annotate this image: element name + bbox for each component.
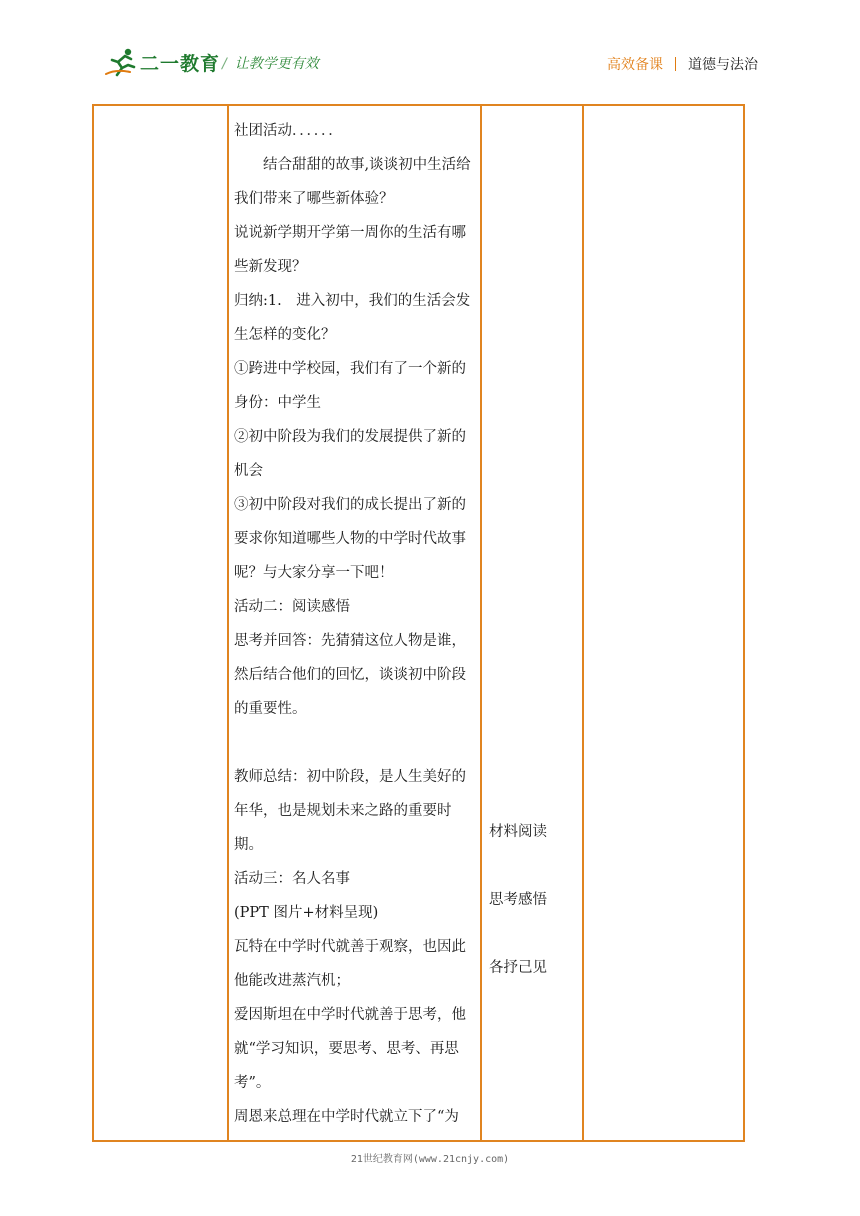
tag-subject: 道德与法治: [688, 57, 758, 73]
logo-text: 二一教育: [140, 52, 221, 75]
slogan-text: 让教学更有效: [234, 56, 319, 72]
content-paragraph: 活动三：名人名事: [234, 871, 350, 887]
content-paragraph: ③初中阶段对我们的成长提出了新的要求你知道哪些人物的中学时代故事呢？与大家分享一下吧！: [234, 497, 466, 581]
content-paragraph: 教师总结：初中阶段，是人生美好的年华，也是规划未来之路的重要时期。: [234, 769, 466, 853]
running-person-icon: [104, 47, 138, 77]
page-header: [0, 0, 860, 90]
student-activity-reading: 材料阅读: [489, 824, 547, 840]
content-paragraph: 活动二：阅读感悟: [234, 599, 350, 615]
content-paragraph: 结合甜甜的故事,谈谈初中生活给我们带来了哪些新体验？: [234, 157, 471, 207]
content-paragraph: 周恩来总理在中学时代就立下了“为: [234, 1109, 459, 1125]
student-activity-opinions: 各抒己见: [489, 960, 547, 976]
table-column-divider: [480, 106, 482, 1140]
content-paragraph: 思考并回答：先猜猜这位人物是谁，然后结合他们的回忆，谈谈初中阶段的重要性。: [234, 633, 466, 717]
content-paragraph: 爱因斯坦在中学时代就善于思考，他就“学习知识，要思考、思考、再思考”。: [234, 1007, 466, 1091]
content-paragraph: 归纳:1. 进入初中，我们的生活会发生怎样的变化？: [234, 293, 471, 343]
tag-divider: [675, 57, 676, 71]
logo: [104, 44, 220, 80]
content-paragraph: ②初中阶段为我们的发展提供了新的机会: [234, 429, 466, 479]
slogan-slash: /: [222, 56, 227, 72]
content-paragraph: 说说新学期开学第一周你的生活有哪些新发现？: [234, 225, 466, 275]
table-column-divider: [227, 106, 229, 1140]
student-activity-thinking: 思考感悟: [489, 892, 547, 908]
header-tags: [607, 54, 758, 74]
teaching-content: [234, 114, 474, 1134]
blank-line: [234, 726, 474, 760]
content-paragraph: ①跨进中学校园，我们有了一个新的身份：中学生: [234, 361, 466, 411]
table-column-divider: [582, 106, 584, 1140]
content-paragraph: 瓦特在中学时代就善于观察，也因此他能改进蒸汽机；: [234, 939, 466, 989]
slogan: [222, 53, 319, 73]
tag-efficient-lesson-prep: 高效备课: [607, 57, 663, 73]
content-paragraph: (PPT 图片+材料呈现): [234, 905, 379, 921]
page-footer: 21世纪教育网(www.21cnjy.com): [350, 1154, 510, 1165]
content-paragraph: 社团活动．．．．．．: [234, 123, 343, 139]
